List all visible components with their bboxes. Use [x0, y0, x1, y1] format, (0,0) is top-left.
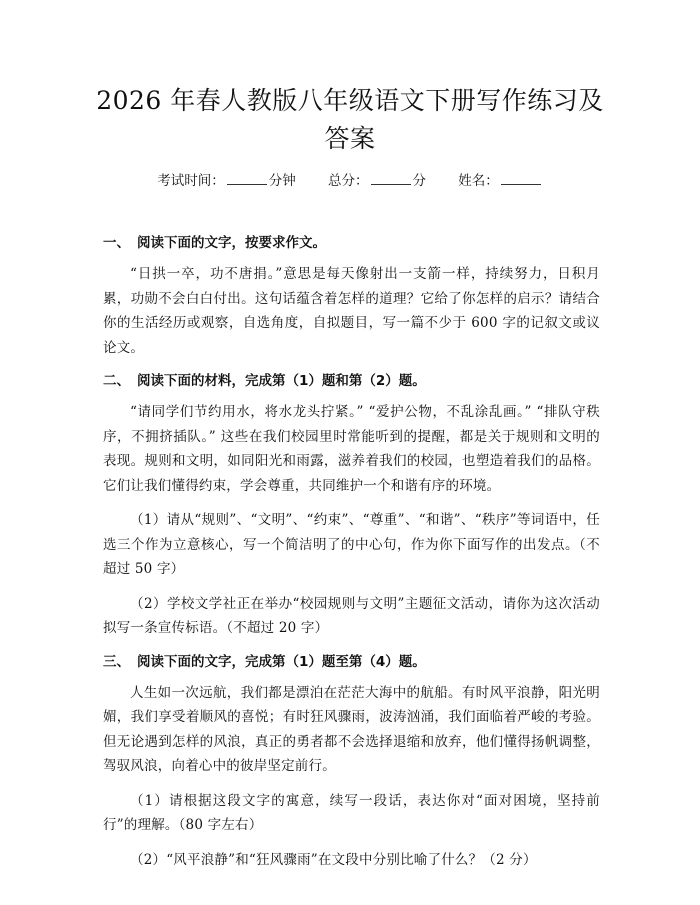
section-number: 三、: [103, 653, 130, 670]
section-1: [103, 232, 600, 360]
exam-name: [458, 170, 543, 191]
section-3: [103, 651, 600, 873]
section-title: 阅读下面的文字，按要求作文。: [137, 235, 326, 251]
question-1: （1）请从“规则”、“文明”、“约束”、“尊重”、“和谐”、“秩序”等词语中，任选三个作为立意核心，写一个简洁明了的中心句，作为你下面写作的出发点。（不超过 50 字）: [103, 512, 600, 577]
exam-score: [328, 170, 426, 191]
score-unit: 分: [412, 173, 426, 189]
paragraph: “日拱一卒，功不唐捐。”意思是每天像射出一支箭一样，持续努力，日积月累，功勋不会白白付出。这句话蕴含着怎样的道理？它给了你怎样的启示？请结合你的生活经历或观察，自选角度，自拟题目，写一篇不少于 600 字的记叙文或议论文。: [103, 266, 600, 356]
section-heading: [103, 232, 600, 254]
exam-meta: [0, 170, 700, 191]
score-blank: [371, 170, 411, 185]
section-title: 阅读下面的文字，完成第（1）题至第（4）题。: [137, 653, 426, 670]
section-2: [103, 370, 600, 641]
time-label: 考试时间：: [157, 173, 225, 189]
paragraph: 人生如一次远航，我们都是漂泊在茫茫大海中的航船。有时风平浪静，阳光明媚，我们享受着顺风的喜悦；有时狂风骤雨，波涛汹涌，我们面临着严峻的考验。但无论遇到怎样的风浪，真正的勇者都不会选择退缩和放弃，他们懂得扬帆调整，驾驭风浪，向着心中的彼岸坚定前行。: [103, 684, 600, 774]
document-title: 2026 年春人教版八年级语文下册写作练习及答案: [96, 86, 604, 153]
name-blank: [501, 170, 541, 185]
time-blank: [227, 170, 267, 185]
question-2: （2）学校文学社正在举办“校园规则与文明”主题征文活动，请你为这次活动拟写一条宣传标语。（不超过 20 字）: [103, 595, 600, 636]
score-label: 总分：: [328, 173, 369, 189]
name-label: 姓名：: [458, 173, 499, 189]
paragraph: “请同学们节约用水，将水龙头拧紧。” “爱护公物，不乱涂乱画。” “排队守秩序，不拥挤插队。” 这些在我们校园里时常能听到的提醒，都是关于规则和文明的表现。规则和文明，如同阳光和雨露，滋养着我们的校园，也塑造着我们的品格。它们让我们懂得约束，学会尊重，共同维护一个和谐有序的环境。: [103, 404, 600, 494]
section-title: 阅读下面的材料，完成第（1）题和第（2）题。: [137, 373, 426, 389]
section-number: 一、: [103, 235, 130, 251]
question-2: （2）“风平浪静”和“狂风骤雨”在文段中分别比喻了什么？（2 分）: [130, 851, 537, 868]
time-unit: 分钟: [268, 173, 296, 189]
section-heading: [103, 651, 600, 673]
question-1: （1）请根据这段文字的寓意，续写一段话，表达你对“面对困境，坚持前行”的理解。（80 字左右）: [103, 792, 600, 833]
document-body: [103, 232, 600, 882]
exam-time: [157, 170, 296, 191]
section-number: 二、: [103, 373, 130, 389]
section-heading: [103, 370, 600, 392]
